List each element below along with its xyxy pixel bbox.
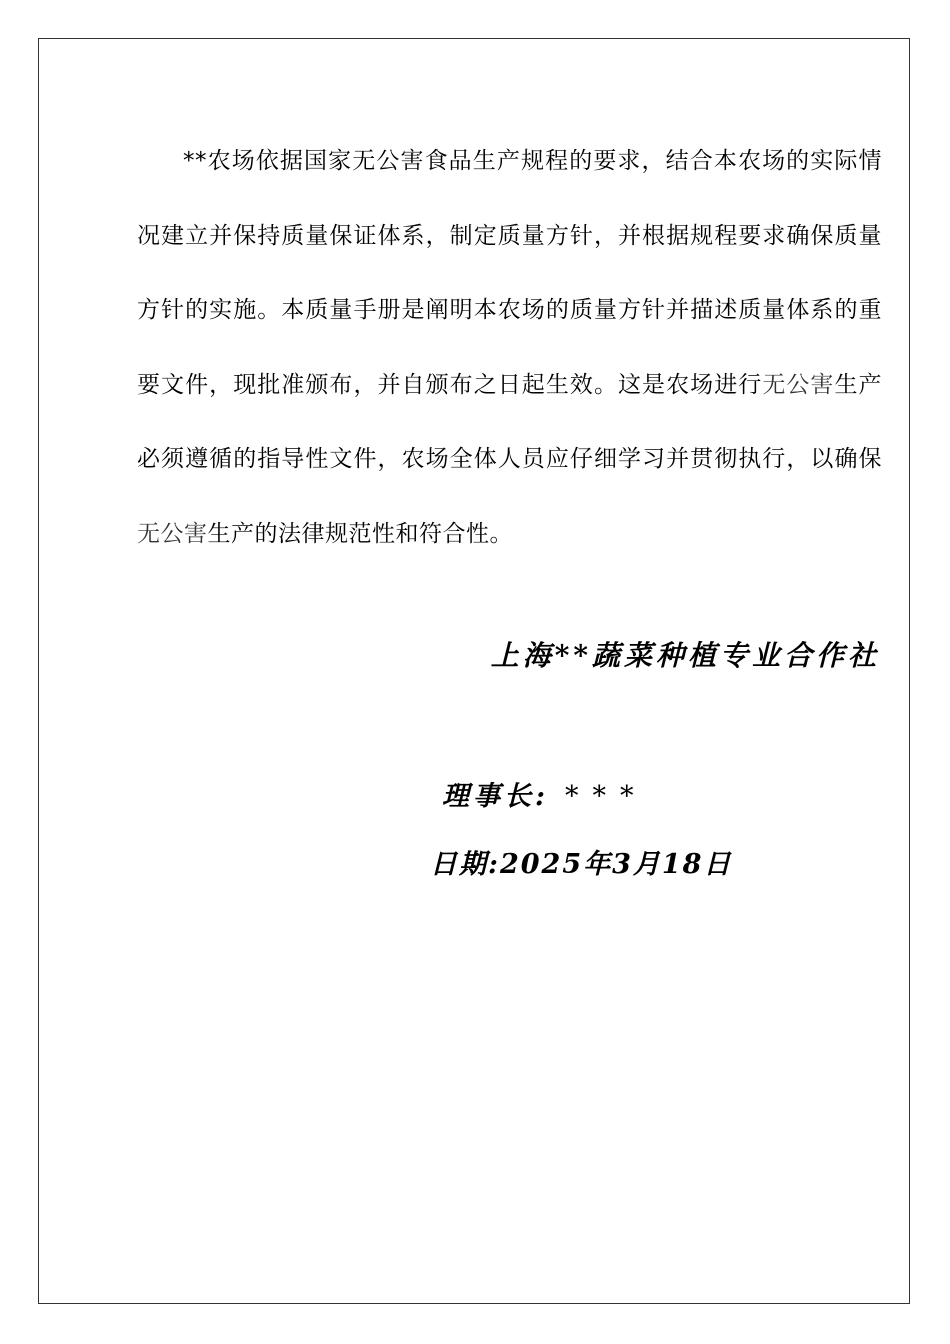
organization-name: 上海**蔬菜种植专业合作社 <box>490 639 880 672</box>
statement-text-part-3: 生产的法律规范性和符合性。 <box>207 520 513 547</box>
chairman-line <box>442 774 647 813</box>
term-pollution-free: 无公害 <box>762 371 835 398</box>
statement-text-part-1: **农场依据国家无公害食品生产规程的要求，结合本农场的实际情况建立并保持质量保证体系，制定质量方针，并根据规程要求确保质量方针的实施。本质量手册是阐明本农场的质量方针并描述质量体系的重要文件，现批准颁布，并自颁布之日起生效。这是农场进行 <box>137 148 882 398</box>
signature-date: 日期:2025年3月18日 <box>430 849 733 880</box>
term-pollution-free: 无公害 <box>137 520 208 547</box>
chairman-label: 理事长: <box>442 781 549 812</box>
chairman-name: *** <box>564 781 648 812</box>
statement-text-part-2: 生产必须遵循的指导性文件，农场全体人员应仔细学习并贯彻执行，以确保 <box>137 371 883 473</box>
approval-statement <box>137 124 882 572</box>
